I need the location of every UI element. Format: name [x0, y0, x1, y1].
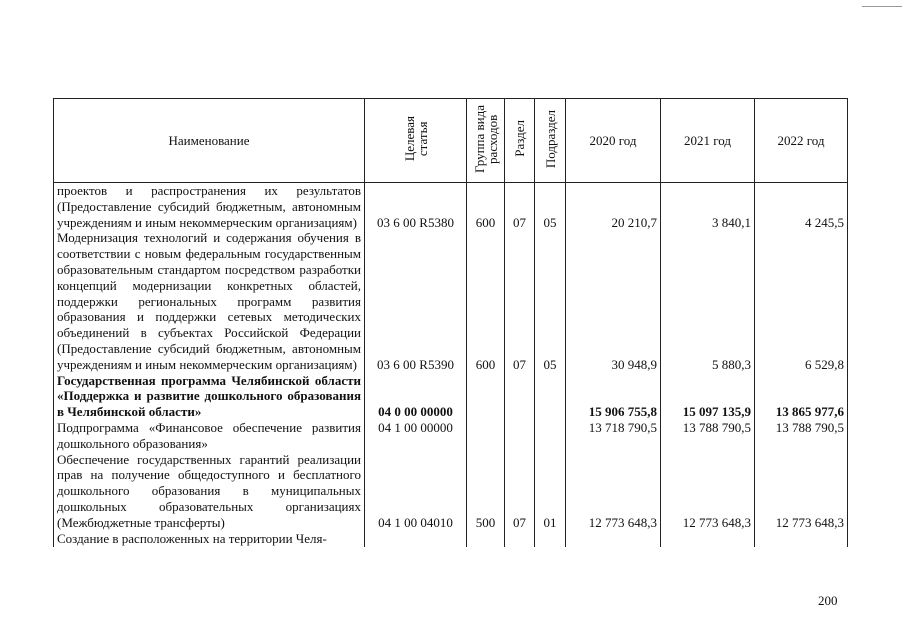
row-name: Государственная программа Челябинской области «Поддержка и развитие дошкольного образования в Челябинской области»	[54, 373, 365, 420]
row-name: Обеспечение государственных гарантий реализации прав на получение общедоступного и бесплатного дошкольного образования в муниципальных дошкольных образовательных организациях (Межбюджетные трансферты)	[54, 452, 365, 531]
row-2022: 13 865 977,6	[755, 373, 848, 420]
row-subsection: 01	[535, 452, 566, 531]
row-section: 07	[505, 183, 535, 231]
row-group: 600	[467, 230, 505, 372]
row-section	[505, 373, 535, 420]
row-code: 04 0 00 00000	[365, 373, 467, 420]
row-2021	[661, 531, 755, 547]
header-code	[365, 99, 467, 183]
row-2022: 4 245,5	[755, 183, 848, 231]
row-2020: 20 210,7	[566, 183, 661, 231]
table-row	[54, 373, 848, 420]
row-name: Модернизация технологий и содержания обучения в соответствии с новым федеральным государственным образовательным стандартом посредством разработки концепций модернизации конкретных областей, поддержки региональных программ развития образования и поддержки сетевых методических объединений в субъектах Российской Федерации (Предоставление субсидий бюджетным, автономным учреждениям и иным некоммерческим организациям)	[54, 230, 365, 372]
row-code: 04 1 00 00000	[365, 420, 467, 452]
header-group	[467, 99, 505, 183]
row-subsection	[535, 420, 566, 452]
header-group-label: Группа вида расходов	[471, 104, 500, 173]
corner-mark	[862, 6, 902, 7]
row-2022: 13 788 790,5	[755, 420, 848, 452]
row-section: 07	[505, 452, 535, 531]
row-2021: 13 788 790,5	[661, 420, 755, 452]
page-number: 200	[818, 593, 838, 608]
row-code	[365, 531, 467, 547]
row-section	[505, 420, 535, 452]
row-group	[467, 531, 505, 547]
table-row	[54, 230, 848, 372]
row-2021: 5 880,3	[661, 230, 755, 372]
budget-table	[53, 98, 848, 547]
header-2020: 2020 год	[566, 99, 661, 183]
row-subsection: 05	[535, 230, 566, 372]
header-code-label: Целевая статья	[401, 116, 430, 162]
row-group: 600	[467, 183, 505, 231]
row-subsection	[535, 531, 566, 547]
row-code: 03 6 00 R5390	[365, 230, 467, 372]
row-group: 500	[467, 452, 505, 531]
row-2021: 12 773 648,3	[661, 452, 755, 531]
header-2021: 2021 год	[661, 99, 755, 183]
row-subsection: 05	[535, 183, 566, 231]
row-code: 03 6 00 R5380	[365, 183, 467, 231]
row-section	[505, 531, 535, 547]
header-row	[54, 99, 848, 183]
header-section-label: Раздел	[512, 120, 527, 157]
header-2022: 2022 год	[755, 99, 848, 183]
table-row	[54, 183, 848, 231]
header-section	[505, 99, 535, 183]
row-2020: 15 906 755,8	[566, 373, 661, 420]
row-code: 04 1 00 04010	[365, 452, 467, 531]
row-2022: 6 529,8	[755, 230, 848, 372]
row-name: проектов и распространения их результатов (Предоставление субсидий бюджетным, автономным учреждениям и иным некоммерческим организациям)	[54, 183, 365, 231]
header-subsection	[535, 99, 566, 183]
row-2020: 12 773 648,3	[566, 452, 661, 531]
row-2022: 12 773 648,3	[755, 452, 848, 531]
table-row	[54, 452, 848, 531]
row-2020	[566, 531, 661, 547]
table-row	[54, 531, 848, 547]
row-section: 07	[505, 230, 535, 372]
row-2022	[755, 531, 848, 547]
table-row	[54, 420, 848, 452]
row-group	[467, 420, 505, 452]
row-group	[467, 373, 505, 420]
row-name: Создание в расположенных на территории Челя-	[54, 531, 365, 547]
row-2021: 3 840,1	[661, 183, 755, 231]
row-2020: 30 948,9	[566, 230, 661, 372]
row-2020: 13 718 790,5	[566, 420, 661, 452]
row-subsection	[535, 373, 566, 420]
row-name: Подпрограмма «Финансовое обеспечение развития дошкольного образования»	[54, 420, 365, 452]
header-subsection-label: Подраздел	[542, 109, 558, 168]
row-2021: 15 097 135,9	[661, 373, 755, 420]
header-name: Наименование	[54, 99, 365, 183]
